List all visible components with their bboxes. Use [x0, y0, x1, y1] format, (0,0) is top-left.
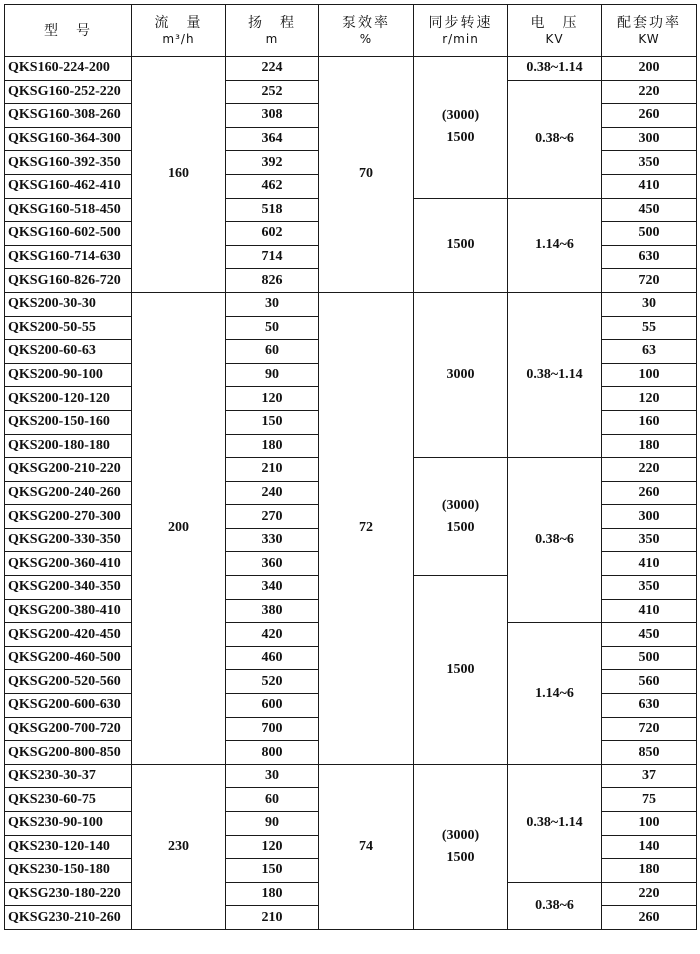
header-efficiency: [319, 5, 414, 57]
head-cell: 150: [226, 859, 319, 883]
header-voltage: [508, 5, 602, 57]
model-cell: QKSG200-520-560: [5, 670, 132, 694]
header-head: [226, 5, 319, 57]
model-cell: QKS200-180-180: [5, 434, 132, 458]
head-cell: 150: [226, 410, 319, 434]
head-cell: 700: [226, 717, 319, 741]
header-model-label: 型 号: [44, 22, 92, 39]
model-cell: QKS230-90-100: [5, 812, 132, 836]
power-cell: 63: [602, 340, 697, 364]
head-cell: 460: [226, 646, 319, 670]
head-cell: 392: [226, 151, 319, 175]
power-cell: 450: [602, 623, 697, 647]
header-row: [5, 5, 697, 57]
voltage-cell-text: 0.38~6: [535, 532, 574, 548]
head-cell: 180: [226, 882, 319, 906]
efficiency-cell: [319, 292, 414, 764]
voltage-cell-text: 1.14~6: [535, 237, 574, 253]
speed-cell-text: 1500: [446, 130, 475, 146]
power-cell: 260: [602, 104, 697, 128]
head-cell: 520: [226, 670, 319, 694]
flow-cell-text: 200: [168, 520, 189, 536]
speed-cell-text: 1500: [446, 519, 475, 535]
power-cell: 410: [602, 174, 697, 198]
model-cell: QKSG200-460-500: [5, 646, 132, 670]
head-cell: 340: [226, 576, 319, 600]
voltage-cell: [508, 458, 602, 623]
speed-cell-text: (3000): [441, 108, 480, 124]
header-efficiency-label: 泵效率: [342, 14, 390, 31]
header-flow-unit: m³/h: [162, 31, 195, 46]
head-cell: 120: [226, 835, 319, 859]
voltage-cell-text: 0.38~6: [535, 897, 574, 913]
power-cell: 220: [602, 882, 697, 906]
head-cell: 252: [226, 80, 319, 104]
head-cell: 180: [226, 434, 319, 458]
efficiency-cell: [319, 764, 414, 929]
power-cell: 720: [602, 269, 697, 293]
voltage-cell: [508, 198, 602, 292]
head-cell: 518: [226, 198, 319, 222]
flow-cell: [132, 292, 226, 764]
table-row: [5, 292, 697, 316]
header-power-label: 配套功率: [617, 14, 681, 31]
model-cell: QKSG160-714-630: [5, 245, 132, 269]
speed-cell: [414, 292, 508, 457]
model-cell: QKSG200-240-260: [5, 481, 132, 505]
power-cell: 630: [602, 694, 697, 718]
power-cell: 560: [602, 670, 697, 694]
head-cell: 210: [226, 906, 319, 930]
speed-cell: [414, 576, 508, 765]
voltage-cell-text: 0.38~1.14: [526, 60, 583, 76]
voltage-cell: [508, 292, 602, 457]
efficiency-cell: [319, 57, 414, 293]
power-cell: 350: [602, 576, 697, 600]
model-cell: QKSG160-252-220: [5, 80, 132, 104]
head-cell: 714: [226, 245, 319, 269]
model-cell: QKSG160-392-350: [5, 151, 132, 175]
head-cell: 360: [226, 552, 319, 576]
head-cell: 60: [226, 788, 319, 812]
head-cell: 600: [226, 694, 319, 718]
model-cell: QKSG160-364-300: [5, 127, 132, 151]
head-cell: 30: [226, 292, 319, 316]
header-flow: [132, 5, 226, 57]
flow-cell: [132, 57, 226, 293]
model-cell: QKS200-150-160: [5, 410, 132, 434]
power-cell: 300: [602, 127, 697, 151]
power-cell: 120: [602, 387, 697, 411]
power-cell: 500: [602, 222, 697, 246]
power-cell: 350: [602, 151, 697, 175]
model-cell: QKS230-30-37: [5, 764, 132, 788]
power-cell: 260: [602, 906, 697, 930]
header-speed-label: 同步转速: [428, 14, 493, 31]
speed-cell-text: (3000): [441, 497, 480, 513]
head-cell: 270: [226, 505, 319, 529]
head-cell: 90: [226, 363, 319, 387]
power-cell: 160: [602, 410, 697, 434]
model-cell: QKSG160-602-500: [5, 222, 132, 246]
header-voltage-unit: KV: [545, 31, 564, 46]
power-cell: 850: [602, 741, 697, 765]
model-cell: QKS200-50-55: [5, 316, 132, 340]
power-cell: 37: [602, 764, 697, 788]
power-cell: 410: [602, 552, 697, 576]
power-cell: 410: [602, 599, 697, 623]
header-power: [602, 5, 697, 57]
model-cell: QKS160-224-200: [5, 57, 132, 81]
voltage-cell: [508, 57, 602, 81]
model-cell: QKSG160-308-260: [5, 104, 132, 128]
head-cell: 800: [226, 741, 319, 765]
power-cell: 300: [602, 505, 697, 529]
speed-cell: [414, 198, 508, 292]
header-model: [5, 5, 132, 57]
model-cell: QKSG160-462-410: [5, 174, 132, 198]
header-efficiency-unit: %: [359, 31, 373, 46]
model-cell: QKS200-30-30: [5, 292, 132, 316]
power-cell: 450: [602, 198, 697, 222]
model-cell: QKSG200-800-850: [5, 741, 132, 765]
model-cell: QKSG200-360-410: [5, 552, 132, 576]
power-cell: 720: [602, 717, 697, 741]
model-cell: QKSG230-210-260: [5, 906, 132, 930]
speed-cell-text: 1500: [446, 661, 475, 677]
header-head-unit: m: [265, 31, 279, 46]
power-cell: 100: [602, 812, 697, 836]
table-body: [5, 57, 697, 930]
header-power-unit: KW: [638, 31, 660, 46]
model-cell: QKSG200-380-410: [5, 599, 132, 623]
head-cell: 50: [226, 316, 319, 340]
efficiency-cell-text: 74: [359, 838, 373, 854]
speed-cell-text: 1500: [446, 849, 475, 865]
efficiency-cell-text: 70: [359, 166, 373, 182]
speed-cell: [414, 764, 508, 929]
flow-cell: [132, 764, 226, 929]
speed-cell-text: (3000): [441, 827, 480, 843]
voltage-cell: [508, 764, 602, 882]
power-cell: 350: [602, 528, 697, 552]
power-cell: 220: [602, 80, 697, 104]
head-cell: 308: [226, 104, 319, 128]
head-cell: 462: [226, 174, 319, 198]
table-row: [5, 57, 697, 81]
model-cell: QKS200-120-120: [5, 387, 132, 411]
power-cell: 30: [602, 292, 697, 316]
model-cell: QKSG200-420-450: [5, 623, 132, 647]
model-cell: QKSG230-180-220: [5, 882, 132, 906]
speed-cell-text: 1500: [446, 237, 475, 253]
header-flow-label: 流 量: [154, 14, 203, 31]
head-cell: 420: [226, 623, 319, 647]
speed-cell-text: 3000: [446, 367, 475, 383]
header-speed-unit: r/min: [442, 31, 479, 46]
power-cell: 140: [602, 835, 697, 859]
power-cell: 200: [602, 57, 697, 81]
head-cell: 330: [226, 528, 319, 552]
head-cell: 240: [226, 481, 319, 505]
model-cell: QKSG200-600-630: [5, 694, 132, 718]
efficiency-cell-text: 72: [359, 520, 373, 536]
head-cell: 364: [226, 127, 319, 151]
head-cell: 120: [226, 387, 319, 411]
table-row: [5, 764, 697, 788]
header-speed: [414, 5, 508, 57]
head-cell: 380: [226, 599, 319, 623]
power-cell: 260: [602, 481, 697, 505]
power-cell: 220: [602, 458, 697, 482]
voltage-cell-text: 0.38~1.14: [526, 815, 583, 831]
head-cell: 90: [226, 812, 319, 836]
head-cell: 210: [226, 458, 319, 482]
power-cell: 500: [602, 646, 697, 670]
voltage-cell-text: 1.14~6: [535, 685, 574, 701]
head-cell: 224: [226, 57, 319, 81]
model-cell: QKSG200-330-350: [5, 528, 132, 552]
pump-spec-table: [4, 4, 697, 930]
model-cell: QKSG160-518-450: [5, 198, 132, 222]
model-cell: QKS230-120-140: [5, 835, 132, 859]
power-cell: 180: [602, 434, 697, 458]
model-cell: QKSG200-210-220: [5, 458, 132, 482]
head-cell: 602: [226, 222, 319, 246]
model-cell: QKS230-60-75: [5, 788, 132, 812]
header-head-label: 扬 程: [248, 14, 296, 31]
model-cell: QKSG200-270-300: [5, 505, 132, 529]
model-cell: QKS200-90-100: [5, 363, 132, 387]
model-cell: QKSG160-826-720: [5, 269, 132, 293]
voltage-cell: [508, 80, 602, 198]
head-cell: 60: [226, 340, 319, 364]
model-cell: QKSG200-340-350: [5, 576, 132, 600]
flow-cell-text: 230: [168, 838, 189, 854]
flow-cell-text: 160: [168, 166, 189, 182]
power-cell: 75: [602, 788, 697, 812]
model-cell: QKS200-60-63: [5, 340, 132, 364]
header-voltage-label: 电 压: [530, 14, 579, 31]
voltage-cell: [508, 623, 602, 765]
power-cell: 100: [602, 363, 697, 387]
head-cell: 826: [226, 269, 319, 293]
voltage-cell-text: 0.38~6: [535, 131, 574, 147]
head-cell: 30: [226, 764, 319, 788]
speed-cell: [414, 57, 508, 199]
speed-cell: [414, 458, 508, 576]
model-cell: QKSG200-700-720: [5, 717, 132, 741]
power-cell: 55: [602, 316, 697, 340]
voltage-cell: [508, 882, 602, 929]
voltage-cell-text: 0.38~1.14: [526, 367, 583, 383]
power-cell: 630: [602, 245, 697, 269]
power-cell: 180: [602, 859, 697, 883]
model-cell: QKS230-150-180: [5, 859, 132, 883]
